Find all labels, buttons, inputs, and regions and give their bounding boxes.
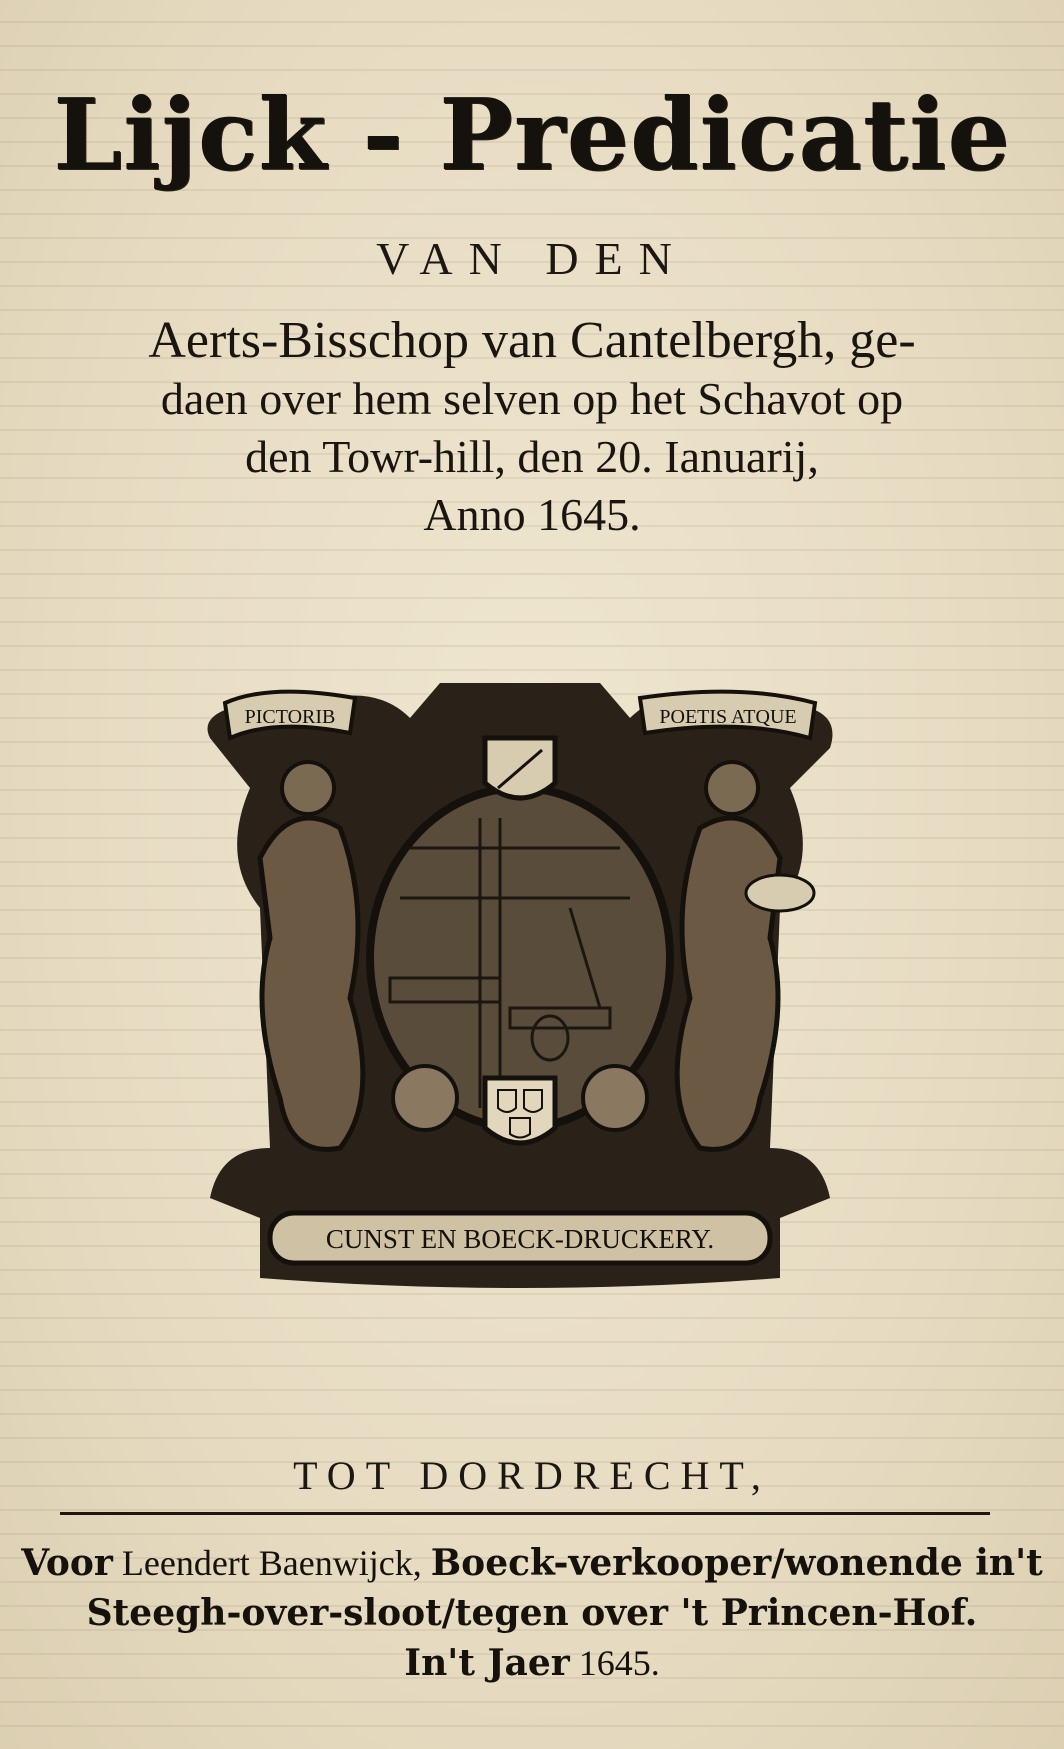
bottom-shield xyxy=(485,1078,555,1143)
imprint-line-3 xyxy=(0,1638,1064,1688)
banner-right-text: POETIS ATQUE xyxy=(659,706,797,728)
imprint-line-2: Steegh-over-sloot/tegen over 't Princen-Hof. xyxy=(86,1592,978,1634)
cherub-left xyxy=(393,1066,457,1130)
printers-device-woodcut xyxy=(180,678,860,1306)
body-line-4: Anno 1645. xyxy=(423,489,641,540)
title-body xyxy=(0,312,1064,544)
banner-left-text: PICTORIB xyxy=(244,706,336,728)
body-line-1: Aerts-Bisschop van Cantelbergh, ge- xyxy=(148,312,916,369)
imprint-line-3-a: In't Jaer xyxy=(404,1642,570,1684)
body-line-2: daen over hem selven op het Schavot op xyxy=(160,373,904,424)
imprint-line-1-b: Leendert Baenwijck, xyxy=(112,1543,431,1583)
figure-left-head xyxy=(282,762,334,814)
imprint xyxy=(0,1538,1064,1688)
palette-icon xyxy=(746,875,814,911)
cherub-right xyxy=(583,1066,647,1130)
subtitle: VAN DEN xyxy=(376,233,688,284)
figure-right-head xyxy=(706,762,758,814)
imprint-line-3-b: 1645. xyxy=(569,1643,660,1683)
page-title: Lijck - Predicatie xyxy=(53,78,1011,193)
place-of-printing: TOT DORDRECHT, xyxy=(293,1453,771,1498)
imprint-line-1-a: Voor xyxy=(21,1542,113,1584)
cartouche-text: CUNST EN BOECK-DRUCKERY. xyxy=(325,1224,715,1254)
imprint-line-1-c: Boeck-verkooper/wonende in't xyxy=(430,1542,1043,1584)
body-line-3: den Towr-hill, den 20. Ianuarij, xyxy=(245,431,819,482)
imprint-line-1 xyxy=(0,1538,1064,1588)
divider-rule xyxy=(60,1512,990,1515)
